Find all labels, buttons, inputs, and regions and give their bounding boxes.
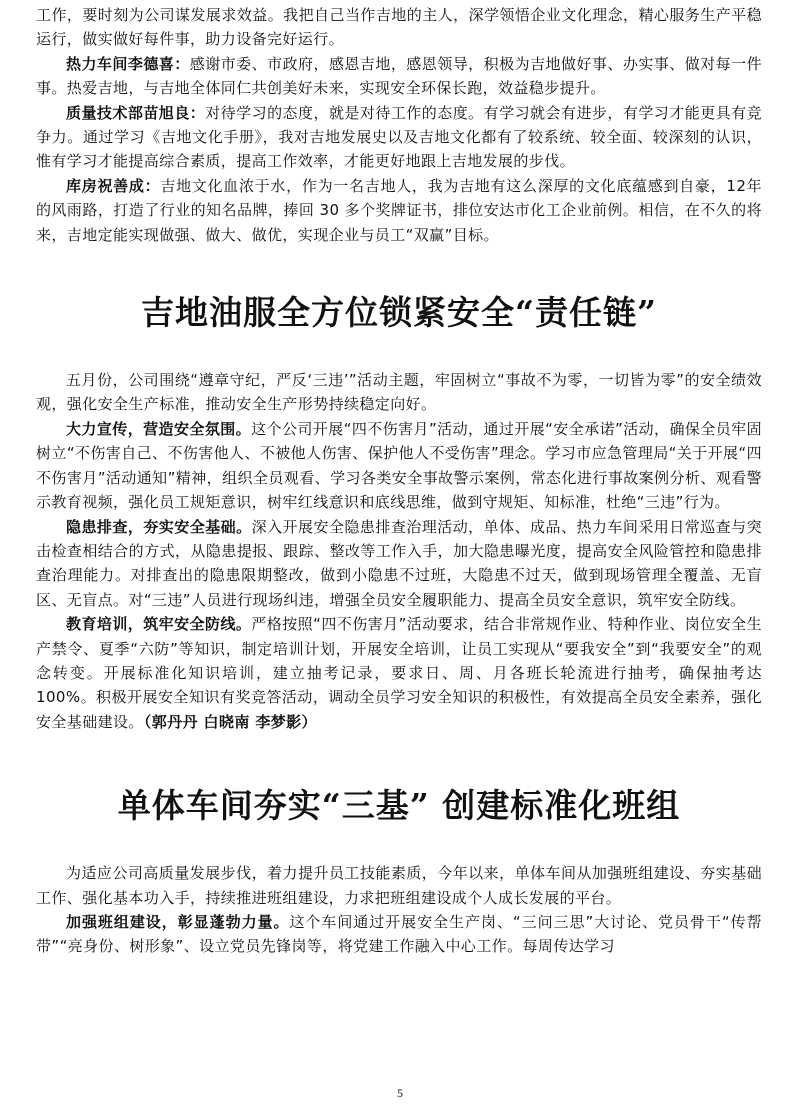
comment-text: 对待学习的态度，就是对待工作的态度。有学习就会有进步，有学习才能更具有竞争力。通过学习《吉地文化手册》，我对吉地发展史以及吉地文化都有了较系统、较全面、较深刻的认识，惟有学习才能提高综合素质，提高工作效率，才能更好地跟上吉地发展的步伐。 xyxy=(36,103,762,171)
comment-paragraph-zhu-shancheng xyxy=(36,174,762,247)
article-intro-paragraph: 五月份，公司围绕“遵章守纪，严反‘三违’”活动主题，牢固树立“事故不为零，一切皆为零”的安全绩效观，强化安全生产标准，推动安全生产形势持续稳定向好。 xyxy=(36,371,762,414)
article-title: 吉地油服全方位锁紧安全“责任链” xyxy=(141,293,657,333)
comment-author: 热力车间李德喜： xyxy=(66,54,190,73)
comment-text: 感谢市委、市政府，感恩吉地，感恩领导，积极为吉地做好事、办实事、做对每一件事。热爱吉地，与吉地全体同仁共创美好未来，实现安全环保长跑，效益稳步提升。 xyxy=(36,54,762,98)
paragraph-lead: 教育培训，筑牢安全防线。 xyxy=(66,615,252,634)
comment-text: 吉地文化血浓于水，作为一名吉地人，我为吉地有这么深厚的文化底蕴感到自豪，12年的风雨路，打造了行业的知名品牌，捧回 30 多个奖牌证书，排位安达市化工企业前例。相信，在不久的将来，吉地定能实现做强、做大、做优，实现企业与员工“双赢”目标。 xyxy=(36,176,762,244)
article-intro-paragraph: 为适应公司高质量发展步伐，着力提升员工技能素质，今年以来，单体车间从加强班组建设、夯实基础工作、强化基本功入手，持续推进班组建设，力求把班组建设成个人成长发展的平台。 xyxy=(36,864,762,907)
paragraph-text: 严格按照“四不伤害月”活动要求，结合非常规作业、特种作业、岗位安全生产禁令、夏季“六防”等知识，制定培训计划，开展安全培训，让员工实现从“要我安全”到“我要安全”的观念转变。开展标准化知识培训，建立抽考记录，要求日、周、月各班长轮流进行抽考，确保抽考达 100%。积极开展安全知识有奖竞答活动，调动全员学习安全知识的积极性，有效提高全员安全素养，强化安全基础建设。 xyxy=(36,615,762,731)
paragraph-text: 深入开展安全隐患排查治理活动，单体、成品、热力车间采用日常巡查与突击检查相结合的方式，从隐患提报、跟踪、整改等工作入手，加大隐患曝光度，提高安全风险管控和隐患排查治理能力。对排查出的隐患限期整改，做到小隐患不过班，大隐患不过天，做到现场管理全覆盖、无盲区、无盲点。对“三违”人员进行现场纠违，增强全员安全履职能力、提高全员安全意识，筑牢安全防线。 xyxy=(36,517,762,609)
page-number: 5 xyxy=(397,1086,403,1100)
paragraph-text: 这个车间通过开展安全生产岗、“三问三思”大讨论、党员骨干“传帮带”“亮身份、树形象”、设立党员先锋岗等，将党建工作融入中心工作。每周传达学习 xyxy=(36,912,762,956)
comment-author: 库房祝善成： xyxy=(66,176,161,195)
paragraph-lead: 大力宣传，营造安全氛围。 xyxy=(66,419,252,438)
comment-paragraph-li-dexi xyxy=(36,52,762,101)
article-title: 单体车间夯实“三基” 创建标准化班组 xyxy=(117,786,681,826)
safety-responsibility-article xyxy=(36,287,762,734)
article-byline: （郭丹丹 白晓南 李梦影） xyxy=(143,712,317,731)
paragraph-lead: 隐患排查，夯实安全基础。 xyxy=(66,517,252,536)
paragraph-text: 这个公司开展“四不伤害月”活动，通过开展“安全承诺”活动，确保全员牢固树立“不伤害自己、不伤害他人、不被他人伤害、保护他人不受伤害”理念。学习市应急管理局“关于开展“四不伤害月”活动通知”精神，组织全员观看、学习各类安全事故警示案例，常态化进行事故案例分析、观看警示教育视频，强化员工规矩意识，树牢红线意识和底线思维，做到守规矩、知标准，杜绝“三违”行为。 xyxy=(36,419,762,512)
article-paragraph-publicity xyxy=(36,417,762,515)
team-standardization-article xyxy=(36,780,762,959)
comment-continued-paragraph: 工作，要时刻为公司谋发展求效益。我把自己当作吉地的主人，深学领悟企业文化理念，精心服务生产平稳运行，做实做好每件事，助力设备完好运行。 xyxy=(36,6,762,49)
comment-author: 质量技术部苗旭良： xyxy=(66,103,206,122)
paragraph-lead: 加强班组建设，彰显蓬勃力量。 xyxy=(66,912,290,931)
article-paragraph-hazard-check xyxy=(36,515,762,613)
article-paragraph-training xyxy=(36,612,762,734)
article-paragraph-team-building xyxy=(36,910,762,959)
comment-paragraph-miao-xuliang xyxy=(36,101,762,174)
employee-comments-section xyxy=(36,0,762,247)
